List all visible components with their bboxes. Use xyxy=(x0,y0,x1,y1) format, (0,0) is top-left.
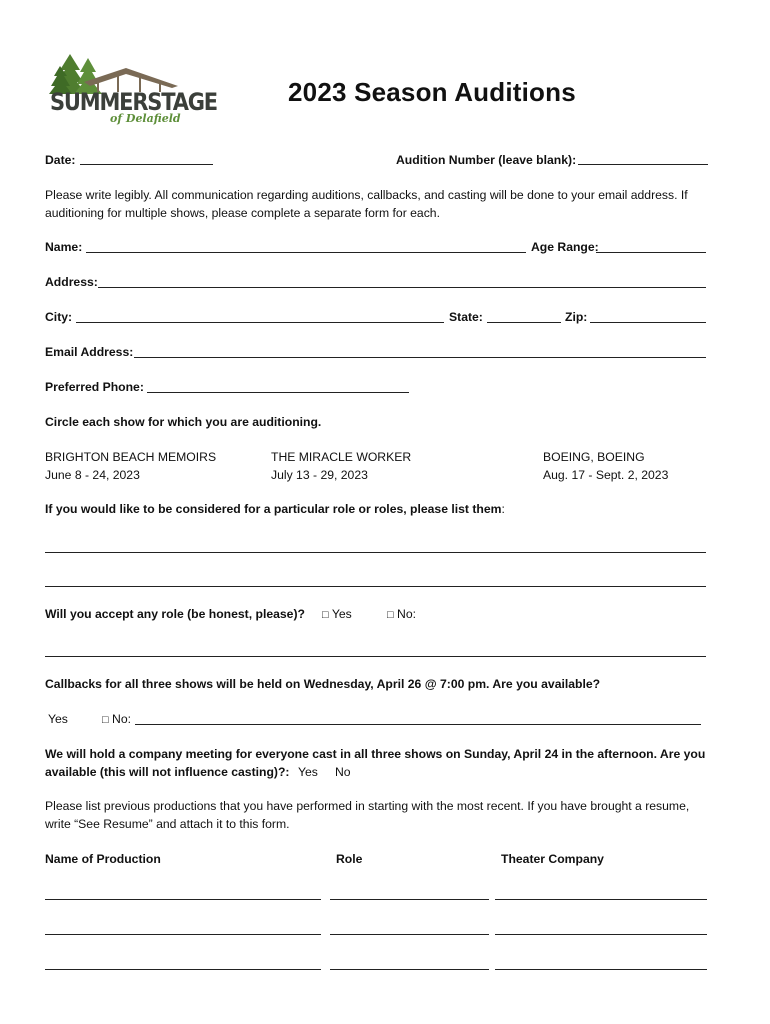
summerstage-logo xyxy=(48,52,217,130)
age-range-label: Age Range: xyxy=(531,240,599,254)
phone-field[interactable] xyxy=(147,392,409,393)
logo-subtext: of Delafield xyxy=(110,112,181,125)
city-field[interactable] xyxy=(76,322,444,323)
logo-wordmark: SUMMERSTAGE xyxy=(50,88,217,116)
meeting-yes-option[interactable]: Yes xyxy=(298,765,318,779)
show-title-boeing[interactable]: BOEING, BOEING xyxy=(543,450,645,464)
meeting-question-line-1: We will hold a company meeting for everyone cast in all three shows on Sunday, April 24 in the afternoon. Are you xyxy=(45,747,706,761)
intro-text-line-2: auditioning for multiple shows, please complete a separate form for each. xyxy=(45,206,440,220)
meeting-no-option[interactable]: No xyxy=(335,765,351,779)
productions-instruction-line-2: write “See Resume” and attach it to this form. xyxy=(45,817,290,831)
callbacks-no-checkbox-icon[interactable]: □ xyxy=(102,714,109,726)
callbacks-no-field[interactable] xyxy=(135,724,701,725)
production-row-2-name-field[interactable] xyxy=(45,934,321,935)
age-range-field[interactable] xyxy=(596,252,706,253)
audition-number-label: Audition Number (leave blank): xyxy=(396,153,577,167)
show-dates-miracle-worker: July 13 - 29, 2023 xyxy=(271,468,368,482)
production-row-2-role-field[interactable] xyxy=(330,934,489,935)
date-field[interactable] xyxy=(80,164,213,165)
roles-field-line-2[interactable] xyxy=(45,586,706,587)
name-field[interactable] xyxy=(86,252,526,253)
zip-field[interactable] xyxy=(590,322,706,323)
email-label: Email Address: xyxy=(45,345,134,359)
accept-role-no-label: No: xyxy=(397,607,417,621)
header-theater-company: Theater Company xyxy=(501,852,604,866)
callbacks-question: Callbacks for all three shows will be held on Wednesday, April 26 @ 7:00 pm. Are you available? xyxy=(45,677,601,691)
state-field[interactable] xyxy=(487,322,561,323)
address-label: Address: xyxy=(45,275,98,289)
production-row-3-role-field[interactable] xyxy=(330,969,489,970)
header-name-of-production: Name of Production xyxy=(45,852,161,866)
callbacks-no-label: No: xyxy=(112,712,132,726)
phone-label: Preferred Phone: xyxy=(45,380,144,394)
no-checkbox-icon[interactable]: □ xyxy=(387,609,394,621)
accept-role-yes-label: Yes xyxy=(331,607,352,621)
page-title: 2023 Season Auditions xyxy=(288,77,576,107)
name-label: Name: xyxy=(45,240,83,254)
callbacks-no-option[interactable] xyxy=(102,712,131,728)
zip-label: Zip: xyxy=(565,310,588,324)
roles-field-line-1[interactable] xyxy=(45,552,706,553)
production-row-3-name-field[interactable] xyxy=(45,969,321,970)
audition-number-field[interactable] xyxy=(578,164,708,165)
show-title-brighton[interactable]: BRIGHTON BEACH MEMOIRS xyxy=(45,450,217,464)
roles-question-colon: : xyxy=(501,502,505,516)
meeting-question-line-2: available (this will not influence casting)?: xyxy=(45,765,290,779)
production-row-3-company-field[interactable] xyxy=(495,969,707,970)
production-row-2-company-field[interactable] xyxy=(495,934,707,935)
show-title-miracle-worker[interactable]: THE MIRACLE WORKER xyxy=(271,450,412,464)
date-label: Date: xyxy=(45,153,76,167)
production-row-1-name-field[interactable] xyxy=(45,899,321,900)
circle-shows-instruction: Circle each show for which you are auditioning. xyxy=(45,415,322,429)
roles-question xyxy=(45,502,505,517)
callbacks-yes-option[interactable]: Yes xyxy=(48,712,68,726)
show-dates-brighton: June 8 - 24, 2023 xyxy=(45,468,140,482)
show-dates-boeing: Aug. 17 - Sept. 2, 2023 xyxy=(543,468,669,482)
production-row-1-company-field[interactable] xyxy=(495,899,707,900)
address-field[interactable] xyxy=(98,287,706,288)
email-field[interactable] xyxy=(134,357,706,358)
state-label: State: xyxy=(449,310,483,324)
intro-text-line-1: Please write legibly. All communication regarding auditions, callbacks, and casting will be done to your email address. If xyxy=(45,188,688,202)
yes-checkbox-icon[interactable]: □ xyxy=(322,609,329,621)
header-role: Role xyxy=(336,852,363,866)
roles-question-text: If you would like to be considered for a particular role or roles, please list them xyxy=(45,502,502,516)
accept-role-yes-option[interactable] xyxy=(322,607,352,623)
productions-instruction-line-1: Please list previous productions that you have performed in starting with the most recent. If you have brought a resume, xyxy=(45,799,690,813)
accept-role-no-option[interactable] xyxy=(387,607,416,623)
city-label: City: xyxy=(45,310,73,324)
production-row-1-role-field[interactable] xyxy=(330,899,489,900)
accept-role-question: Will you accept any role (be honest, please)? xyxy=(45,607,305,621)
accept-role-no-field[interactable] xyxy=(45,656,706,657)
